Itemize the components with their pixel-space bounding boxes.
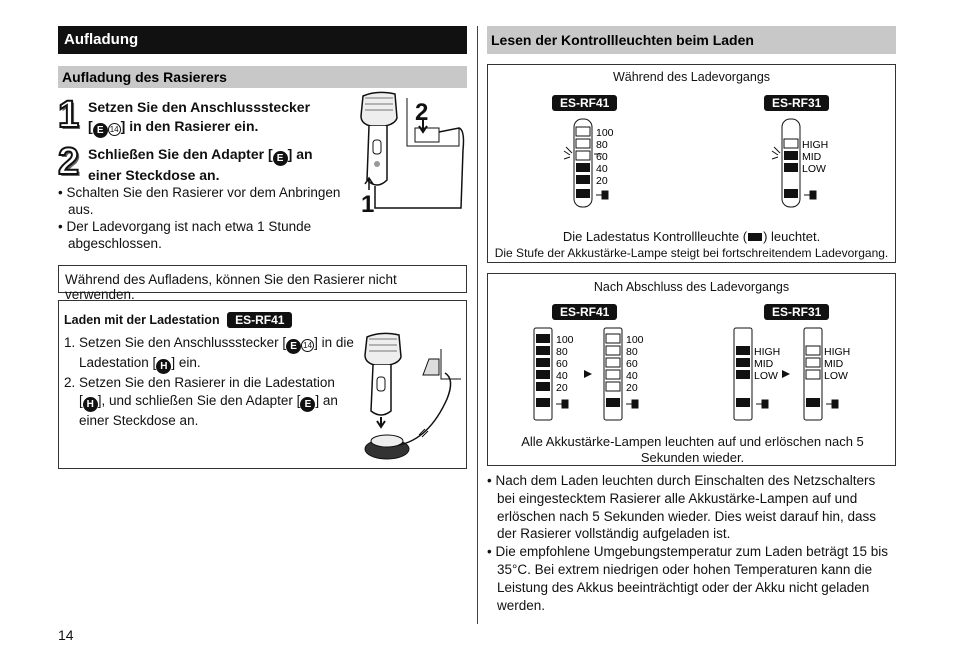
plug-icon xyxy=(596,191,608,199)
battery-level-label: 40 xyxy=(596,163,608,175)
part-e-icon: E xyxy=(93,123,108,138)
battery-level-label: HIGH xyxy=(754,346,781,358)
plug-icon xyxy=(804,191,816,199)
list-item: • Schalten Sie den Rasierer vor dem Anbringen aus. xyxy=(58,184,348,218)
battery-level-label: 100 xyxy=(626,334,644,346)
model-badge: ES-RF41 xyxy=(227,312,292,328)
after-charging-box xyxy=(487,273,896,466)
battery-gauge-rf41 xyxy=(560,117,630,212)
charging-station-illustration xyxy=(359,329,464,465)
page-number: 14 xyxy=(58,627,74,643)
part-h-icon: H xyxy=(83,397,98,412)
section-title-aufladung: Aufladung xyxy=(58,26,467,54)
step-2 xyxy=(58,141,348,185)
battery-level-label: LOW xyxy=(754,370,778,382)
battery-level-label: 20 xyxy=(626,382,638,394)
label-1: 1 xyxy=(361,191,375,212)
battery-level-label: LOW xyxy=(802,163,826,175)
warning-box xyxy=(58,265,467,302)
battery-level-label: 80 xyxy=(596,139,608,151)
shaver-charging-illustration xyxy=(355,90,467,212)
plug-icon xyxy=(756,400,768,408)
station-instructions xyxy=(64,334,364,429)
part-index-icon: 14 xyxy=(108,123,121,136)
battery-level-label: 40 xyxy=(626,370,638,382)
battery-level-label: 60 xyxy=(626,358,638,370)
battery-level-label: HIGH xyxy=(824,346,851,358)
battery-gauge-rf31 xyxy=(768,117,838,212)
indicator-note-2: Die Stufe der Akkustärke-Lampe steigt bei fortschreitendem Ladevorgang. xyxy=(494,246,889,260)
plug-icon xyxy=(556,400,568,408)
plug-icon xyxy=(826,400,838,408)
list-item: • Der Ladevorgang ist nach etwa 1 Stunde abgeschlossen. xyxy=(58,218,348,252)
warning-text: Während des Aufladens, können Sie den Rasierer nicht verwenden. xyxy=(65,272,397,302)
during-charging-box xyxy=(487,64,896,263)
box-caption: Während des Ladevorgangs xyxy=(612,70,771,84)
arrow-right-icon xyxy=(782,370,790,378)
battery-level-label: MID xyxy=(754,358,774,370)
step-text: Schließen Sie den Adapter [ E ] an einer Steckdose an. xyxy=(88,146,313,183)
model-badge: ES-RF41 xyxy=(552,304,617,320)
list-item: • Nach dem Laden leuchten durch Einschalten des Netzschalters bei eingestecktem Rasierer alle Akkustärke-Lampen auf und erlöschen nach 5 Sekunden wieder. Dies weist darauf hin, dass der Rasierer vollständig aufgeladen ist. xyxy=(487,472,896,543)
charging-station-box xyxy=(58,300,467,469)
step-number: 2 xyxy=(58,141,80,183)
list-item: 1. Setzen Sie den Anschlussstecker [ E 14 ] in die Ladestation [ H ] ein. xyxy=(64,335,354,372)
charging-bullets xyxy=(58,184,348,252)
step-text: Setzen Sie den Anschlussstecker [ E 14 ] in den Rasierer ein. xyxy=(88,99,311,136)
plug-icon xyxy=(748,233,762,241)
model-badge: ES-RF31 xyxy=(764,95,829,111)
battery-level-label: 20 xyxy=(596,175,608,187)
battery-level-label: HIGH xyxy=(802,139,829,151)
subsection-title: Aufladung des Rasierers xyxy=(58,66,467,88)
list-item: • Die empfohlene Umgebungstemperatur zum Laden beträgt 15 bis 35°C. Bei extrem niedrigen oder hohen Temperaturen kann die Leistung des Akkus beeinträchtigt oder der Akku nicht geladen werden. xyxy=(487,543,896,614)
battery-level-label: LOW xyxy=(824,370,848,382)
indicator-note: Die Ladestatus Kontrollleuchte ( ) leuchtet. xyxy=(562,229,821,244)
model-badge: ES-RF31 xyxy=(764,304,829,320)
section-title-indicators: Lesen der Kontrollleuchten beim Laden xyxy=(487,26,896,54)
station-title: Laden mit der Ladestation xyxy=(64,313,220,327)
battery-level-label: MID xyxy=(802,151,822,163)
plug-icon xyxy=(626,400,638,408)
box-caption: Nach Abschluss des Ladevorgangs xyxy=(593,280,790,294)
battery-gauge-rf41-full xyxy=(528,326,668,426)
battery-gauge-rf31-full xyxy=(728,326,868,426)
part-index-icon: 14 xyxy=(301,339,314,352)
arrow-right-icon xyxy=(584,370,592,378)
column-divider xyxy=(477,26,478,624)
part-e-icon: E xyxy=(300,397,315,412)
battery-level-label: 100 xyxy=(596,127,614,139)
battery-level-label: 20 xyxy=(556,382,568,394)
station-title-row xyxy=(64,312,292,328)
battery-level-label: MID xyxy=(824,358,844,370)
label-2: 2 xyxy=(415,99,429,126)
battery-level-label: 100 xyxy=(556,334,574,346)
battery-level-label: 60 xyxy=(556,358,568,370)
part-h-icon: H xyxy=(156,359,171,374)
step-1 xyxy=(58,94,348,138)
after-charging-bullets xyxy=(487,472,896,614)
indicator-note: Alle Akkustärke-Lampen leuchten auf und erlöschen nach 5 Sekunden wieder. xyxy=(521,434,864,465)
part-e-icon: E xyxy=(286,339,301,354)
list-item: 2. Setzen Sie den Rasierer in die Ladestation [ H ], und schließen Sie den Adapter [ E ] an einer Steckdose an. xyxy=(64,375,338,428)
model-badge: ES-RF41 xyxy=(552,95,617,111)
part-e-icon: E xyxy=(273,151,288,166)
battery-level-label: 40 xyxy=(556,370,568,382)
battery-level-label: 60 xyxy=(596,151,608,163)
step-number: 1 xyxy=(58,94,80,136)
battery-level-label: 80 xyxy=(556,346,568,358)
battery-level-label: 80 xyxy=(626,346,638,358)
